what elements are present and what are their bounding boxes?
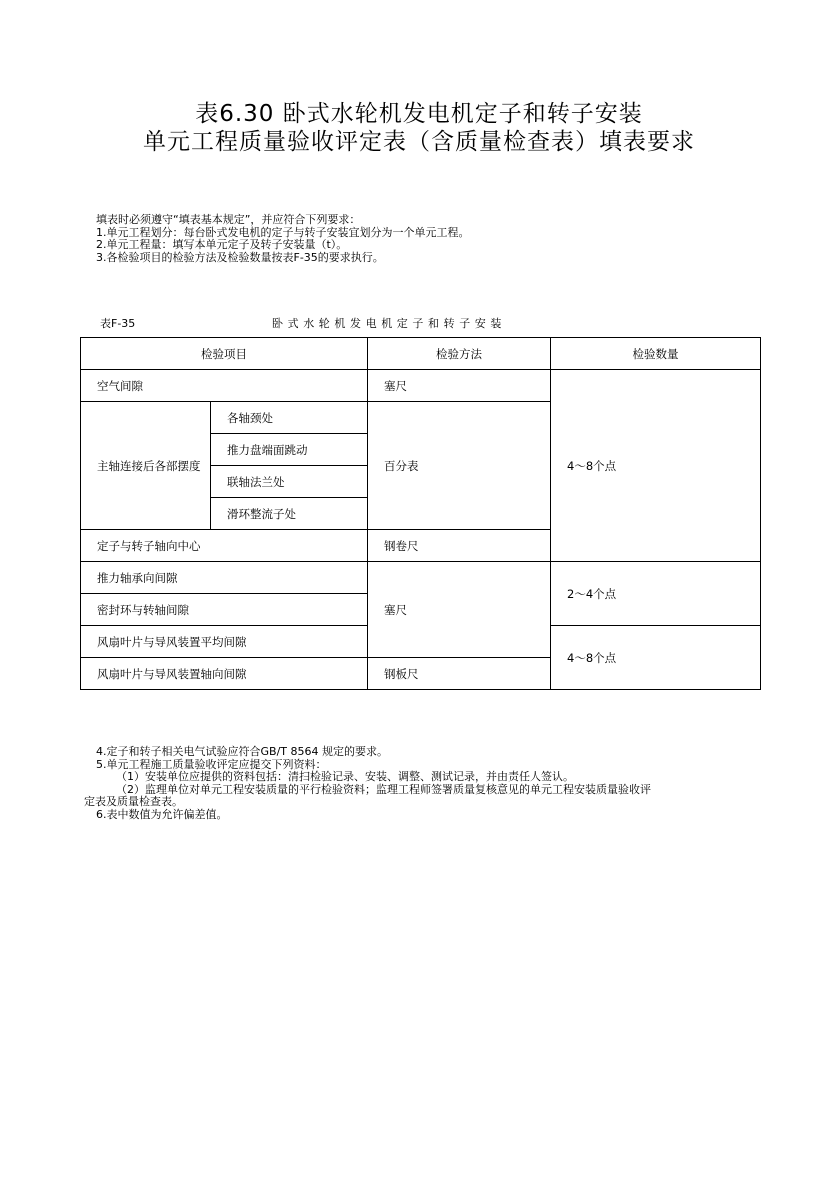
method-cell: 钢板尺 xyxy=(368,658,551,690)
method-cell: 塞尺 xyxy=(368,370,551,402)
page-title-line2: 单元工程质量验收评定表（含质量检查表）填表要求 xyxy=(143,129,695,155)
note-5-2-cont: 定表及质量检查表。 xyxy=(84,795,183,808)
item-fan-avg-gap: 风扇叶片与导风装置平均间隙 xyxy=(81,626,368,658)
item-air-gap: 空气间隙 xyxy=(81,370,368,402)
note-5-2: （2）监理单位对单元工程安装质量的平行检验资料；监理工程师签署质量复核意见的单元工程安装质量验收评 xyxy=(116,782,651,796)
header-quantity: 检验数量 xyxy=(551,338,761,370)
note-intro: 填表时必须遵守“填表基本规定”，并应符合下列要求： xyxy=(96,213,361,226)
method-cell: 钢卷尺 xyxy=(368,530,551,562)
table-code: 表F-35 xyxy=(100,317,136,330)
item-fan-axial-gap: 风扇叶片与导风装置轴向间隙 xyxy=(81,658,368,690)
item-seal-ring-gap: 密封环与转轴间隙 xyxy=(81,594,368,626)
table-caption: 卧式水轮机发电机定子和转子安装 xyxy=(272,317,506,330)
table-row xyxy=(81,562,761,594)
sub-item-coupling: 联轴法兰处 xyxy=(211,466,368,498)
quantity-cell: 4～8个点 xyxy=(551,370,761,562)
quantity-cell: 2～4个点 xyxy=(551,562,761,626)
inspection-table xyxy=(80,337,761,690)
note-3: 3.各检验项目的检验方法及检验数量按表F-35的要求执行。 xyxy=(96,250,384,264)
method-cell: 塞尺 xyxy=(368,562,551,658)
table-header-row xyxy=(81,338,761,370)
item-main-shaft-group: 主轴连接后各部摆度 xyxy=(81,402,211,530)
item-thrust-bearing-gap: 推力轴承向间隙 xyxy=(81,562,368,594)
header-item: 检验项目 xyxy=(81,338,368,370)
note-6: 6.表中数值为允许偏差值。 xyxy=(96,807,228,821)
sub-item-slip-ring: 滑环整流子处 xyxy=(211,498,368,530)
sub-item-journal: 各轴颈处 xyxy=(211,402,368,434)
quantity-cell: 4～8个点 xyxy=(551,626,761,690)
notes-top xyxy=(96,214,470,264)
note-4: 4.定子和转子相关电气试验应符合GB/T 8564 规定的要求。 xyxy=(96,745,388,758)
method-cell: 百分表 xyxy=(368,402,551,530)
note-1: 1.单元工程划分：每台卧式发电机的定子与转子安装宜划分为一个单元工程。 xyxy=(96,225,470,239)
note-5-1: （1）安装单位应提供的资料包括：清扫检验记录、安装、调整、测试记录，并由责任人签认。 xyxy=(116,770,574,783)
sub-item-thrust-disc: 推力盘端面跳动 xyxy=(211,434,368,466)
note-5: 5.单元工程施工质量验收评定应提交下列资料： xyxy=(96,757,327,771)
table-row xyxy=(81,370,761,402)
note-2: 2.单元工程量：填写本单元定子及转子安装量（t）。 xyxy=(96,238,348,251)
notes-bottom xyxy=(84,745,651,821)
item-axial-center: 定子与转子轴向中心 xyxy=(81,530,368,562)
page-title-line1: 表6.30 卧式水轮机发电机定子和转子安装 xyxy=(195,101,643,127)
header-method: 检验方法 xyxy=(368,338,551,370)
